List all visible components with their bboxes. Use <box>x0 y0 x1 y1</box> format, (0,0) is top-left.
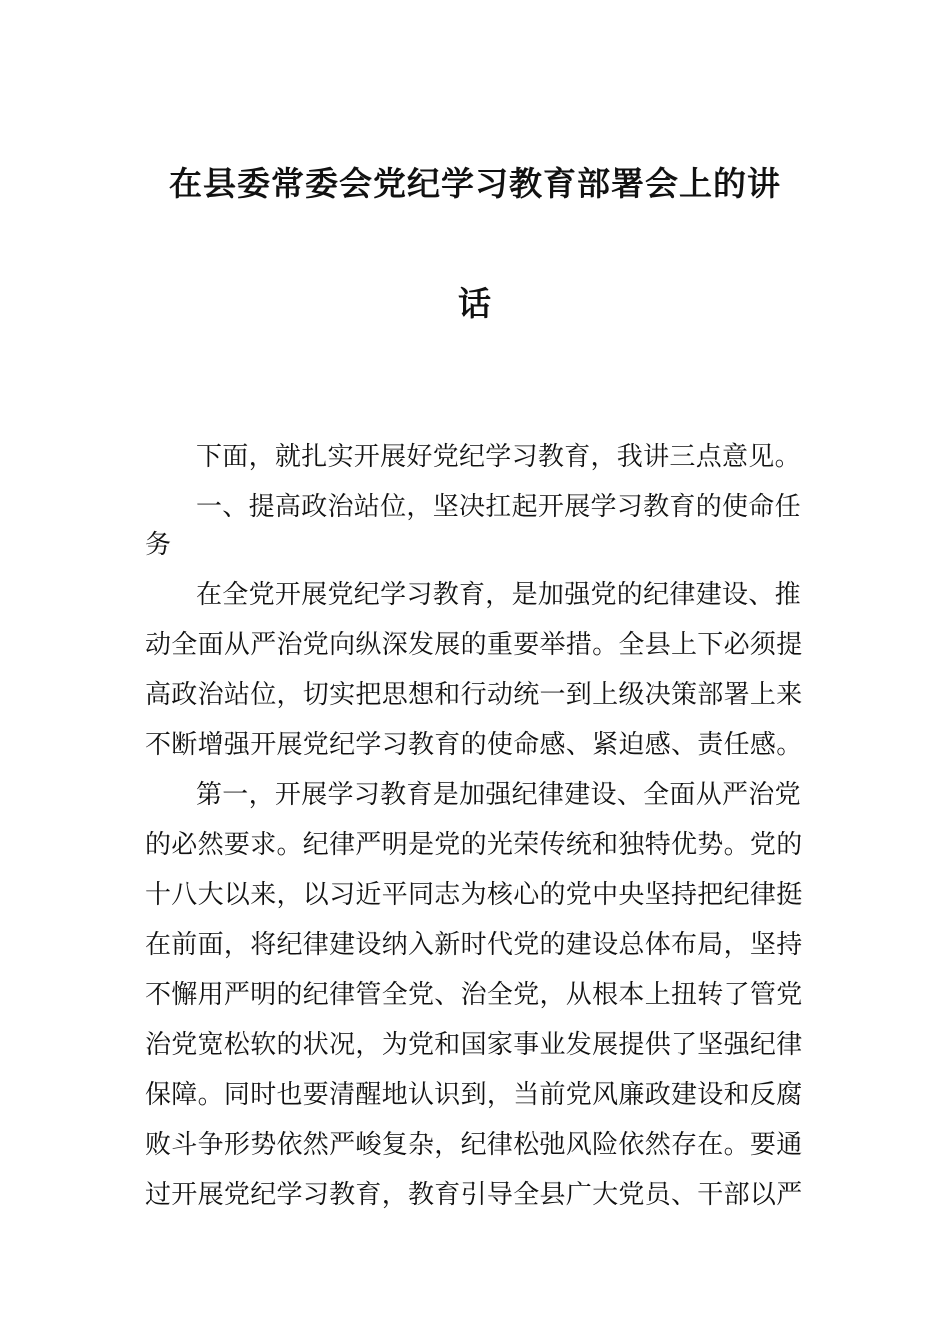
body-line-1: 下面，就扎实开展好党纪学习教育，我讲三点意见。 <box>196 442 801 472</box>
body-line-10: 十八大以来，以习近平同志为核心的党中央坚持把纪律挺 <box>145 880 803 910</box>
body-line-7: 不断增强开展党纪学习教育的使命感、紧迫感、责任感。 <box>145 730 803 760</box>
body-line-3: 务 <box>145 530 172 560</box>
body-line-15: 败斗争形势依然严峻复杂，纪律松弛风险依然存在。要通 <box>145 1130 803 1160</box>
body-line-2: 一、提高政治站位，坚决扛起开展学习教育的使命任 <box>196 492 801 522</box>
body-line-8: 第一，开展学习教育是加强纪律建设、全面从严治党 <box>196 780 801 810</box>
document-title-line-1: 在县委常委会党纪学习教育部署会上的讲 <box>169 164 781 203</box>
body-line-16: 过开展党纪学习教育，教育引导全县广大党员、干部以严 <box>145 1180 803 1210</box>
body-line-4: 在全党开展党纪学习教育，是加强党的纪律建设、推 <box>196 580 801 610</box>
body-line-11: 在前面，将纪律建设纳入新时代党的建设总体布局，坚持 <box>145 930 803 960</box>
body-line-13: 治党宽松软的状况，为党和国家事业发展提供了坚强纪律 <box>145 1030 803 1060</box>
body-line-5: 动全面从严治党向纵深发展的重要举措。全县上下必须提 <box>145 630 803 660</box>
document-title-line-2: 话 <box>458 284 492 323</box>
body-line-9: 的必然要求。纪律严明是党的光荣传统和独特优势。党的 <box>145 830 803 860</box>
body-line-6: 高政治站位，切实把思想和行动统一到上级决策部署上来 <box>145 680 803 710</box>
body-line-12: 不懈用严明的纪律管全党、治全党，从根本上扭转了管党 <box>145 980 803 1010</box>
body-line-14: 保障。同时也要清醒地认识到，当前党风廉政建设和反腐 <box>145 1080 803 1110</box>
